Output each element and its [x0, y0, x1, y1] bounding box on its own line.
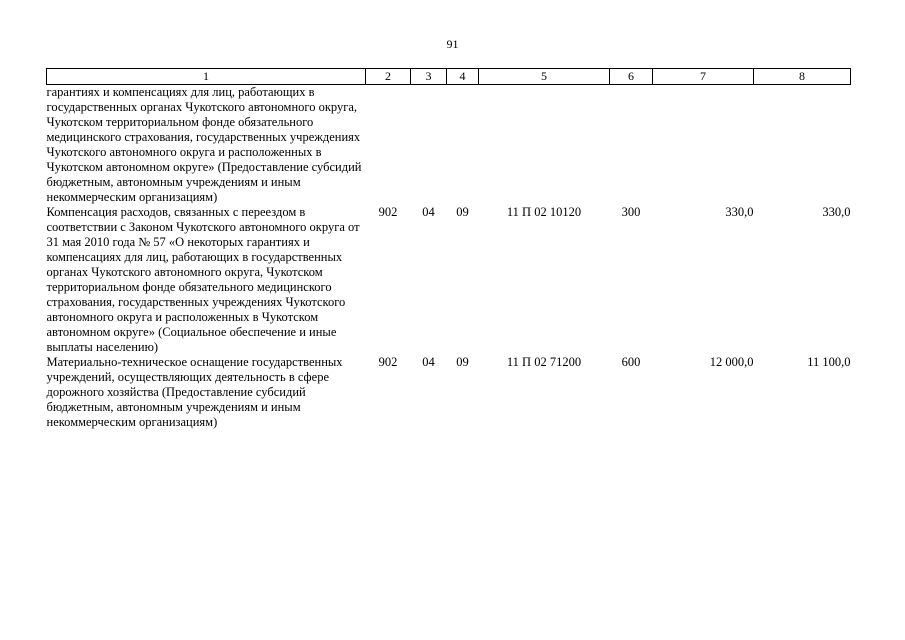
row-subsection-code: 09	[456, 205, 469, 219]
row-target-code	[479, 85, 610, 206]
row-description: Компенсация расходов, связанных с переездом в соответствии с Законом Чукотского автономного округа от 31 мая 2010 года № 57 «О некоторых гарантиях и компенсациях для лиц, работающих в государственных органах Чукотского автономного округа, Чукотском территориальном фонде обязательного медицинского страхования, государственных учреждениях Чукотского автономного округа и расположенных в Чукотском автономном округе» (Социальное обеспечение и иные выплаты населению)	[46, 205, 360, 354]
row-ministry-code	[366, 85, 411, 206]
column-header-8: 8	[754, 69, 851, 85]
row-ministry-code: 902	[378, 355, 398, 369]
row-amount-2: 330,0	[822, 205, 851, 219]
column-header-4: 4	[447, 69, 479, 85]
row-section-code	[411, 85, 447, 206]
row-section-code: 04	[422, 355, 435, 369]
row-amount-2: 11 100,0	[807, 355, 851, 369]
row-expense-type: 300	[621, 205, 641, 219]
table-row	[47, 85, 851, 206]
row-amount-1: 330,0	[725, 205, 754, 219]
column-header-3: 3	[411, 69, 447, 85]
row-amount-1	[653, 85, 754, 206]
row-target-code: 11 П 02 10120	[506, 205, 582, 219]
row-amount-1: 12 000,0	[709, 355, 754, 369]
column-header-6: 6	[610, 69, 653, 85]
row-subsection-code	[447, 85, 479, 206]
row-target-code: 11 П 02 71200	[506, 355, 582, 369]
table-header-row	[47, 69, 851, 85]
row-description: Материально-техническое оснащение государственных учреждений, осуществляющих деятельность в сфере дорожного хозяйства (Предоставление субсидий бюджетным, автономным учреждениям и иным некоммерческим организациям)	[46, 355, 343, 429]
column-header-5: 5	[479, 69, 610, 85]
row-expense-type	[610, 85, 653, 206]
column-header-7: 7	[653, 69, 754, 85]
column-header-1: 1	[47, 69, 366, 85]
page-number: 91	[446, 37, 459, 51]
row-section-code: 04	[422, 205, 435, 219]
row-expense-type: 600	[621, 355, 641, 369]
table-row	[47, 205, 851, 355]
row-ministry-code: 902	[378, 205, 398, 219]
budget-table	[46, 68, 851, 430]
table-row	[47, 355, 851, 430]
row-description: гарантиях и компенсациях для лиц, работающих в государственных органах Чукотского автономного округа, Чукотском территориальном фонде обязательного медицинского страхования, государственных учреждениях Чукотского автономного округа и расположенных в Чукотском автономном округе» (Предоставление субсидий бюджетным, автономным учреждениям и иным некоммерческим организациям)	[46, 85, 362, 204]
row-subsection-code: 09	[456, 355, 469, 369]
column-header-2: 2	[366, 69, 411, 85]
row-amount-2	[754, 85, 851, 206]
